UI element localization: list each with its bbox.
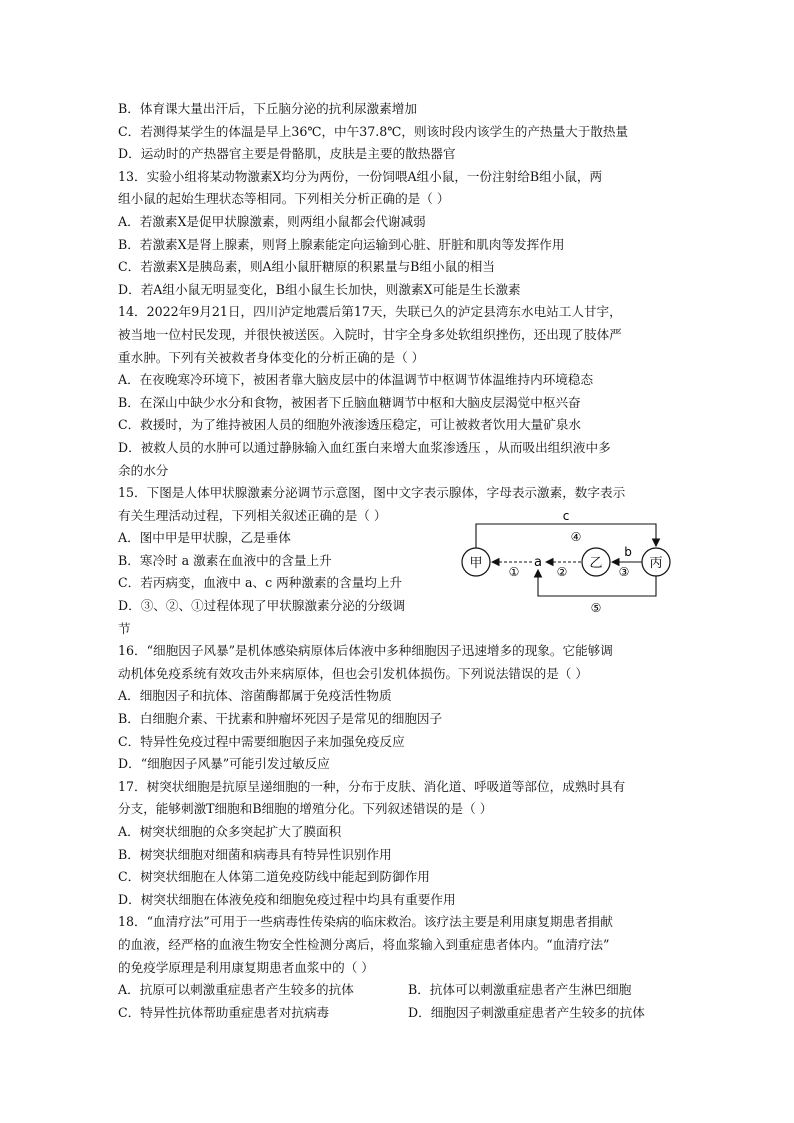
question-15-stem: 有关生理活动过程，下列相关叙述正确的是（ ） bbox=[118, 507, 387, 523]
option-a: A．抗原可以刺激重症患者产生较多的抗体 bbox=[118, 982, 354, 998]
question-14-stem: 被当地一位村民发现，并很快被送医。入院时，甘宇全身多处软组织挫伤，还出现了肢体严 bbox=[118, 326, 622, 342]
option-d: D．被救人员的水肿可以通过静脉输入血红蛋白来增大血浆渗透压 ，从而吸出组织液中多 bbox=[118, 439, 611, 455]
question-14-stem: 14．2022年9月21日，四川泸定地震后第17天，失联已久的泸定县湾东水电站工人甘宇， bbox=[118, 304, 622, 320]
options-row bbox=[118, 979, 678, 1002]
option-c: C．救援时，为了维持被困人员的细胞外液渗透压稳定，可让被救者饮用大量矿泉水 bbox=[118, 417, 582, 433]
label-step-3: ③ bbox=[618, 565, 630, 579]
option-a: A．细胞因子和抗体、溶菌酶都属于免疫活性物质 bbox=[118, 688, 392, 704]
option-a: A．树突状细胞的众多突起扩大了膜面积 bbox=[118, 824, 342, 839]
option-a: A．图中甲是甲状腺，乙是垂体 bbox=[118, 530, 291, 546]
label-step-1: ① bbox=[508, 565, 520, 579]
option-a: A．若激素X是促甲状腺激素，则两组小鼠都会代谢减弱 bbox=[118, 213, 426, 229]
label-step-5: ⑤ bbox=[590, 601, 602, 615]
text-line: B．体育课大量出汗后，下丘脑分泌的抗利尿激素增加 bbox=[118, 101, 417, 116]
option-c: C．若激素X是胰岛素，则A组小鼠肝糖原的积累量与B组小鼠的相当 bbox=[118, 259, 495, 275]
option-b: B．树突状细胞对细菌和病毒具有特异性识别作用 bbox=[118, 846, 392, 862]
question-14-stem: 重水肿。下列有关被救者身体变化的分析正确的是（ ） bbox=[118, 349, 425, 365]
option-d: 余的水分 bbox=[118, 462, 169, 478]
label-a: a bbox=[534, 555, 542, 570]
option-d: D．“细胞因子风暴”可能引发过敏反应 bbox=[118, 756, 330, 772]
question-13-stem: 组小鼠的起始生理状态等相同。下列相关分析正确的是（ ） bbox=[118, 191, 450, 207]
option-b: B．抗体可以刺激重症患者产生淋巴细胞 bbox=[408, 982, 632, 998]
option-b: B．在深山中缺少水分和食物，被困者下丘脑血糖调节中枢和大脑皮层渴觉中枢兴奋 bbox=[118, 394, 581, 410]
option-b: B．白细胞介素、干扰素和肿瘤坏死因子是常见的细胞因子 bbox=[118, 711, 443, 727]
node-bing-label: 丙 bbox=[649, 556, 663, 571]
node-jia-label: 甲 bbox=[469, 556, 483, 571]
thyroid-regulation-diagram bbox=[458, 510, 690, 616]
label-step-4: ④ bbox=[570, 530, 582, 544]
option-d: D．细胞因子刺激重症患者产生较多的抗体 bbox=[408, 1004, 645, 1020]
question-13-stem: 13．实验小组将某动物激素X均分为两份，一份饲喂A组小鼠，一份注射给B组小鼠，两 bbox=[118, 168, 603, 184]
question-16-stem: 16．“细胞因子风暴”是机体感染病原体后体液中多种细胞因子迅速增多的现象。它能够调 bbox=[118, 643, 613, 659]
option-b: B．寒冷时 a 激素在血液中的含量上升 bbox=[118, 552, 332, 568]
label-b: b bbox=[624, 545, 632, 559]
text-line: C．若测得某学生的体温是早上36℃，中午37.8℃，则该时段内该学生的产热量大于散热量 bbox=[118, 123, 629, 139]
option-c: C．特异性抗体帮助重症患者对抗病毒 bbox=[118, 1004, 330, 1020]
label-c: c bbox=[562, 510, 570, 523]
option-c: C．树突状细胞在人体第二道免疫防线中能起到防御作用 bbox=[118, 869, 430, 885]
option-c: C．若丙病变，血液中 a、c 两种激素的含量均上升 bbox=[118, 575, 403, 591]
question-16-stem: 动机体免疫系统有效攻击外来病原体，但也会引发机体损伤。下列说法错误的是（ ） bbox=[118, 665, 588, 681]
question-18-stem: 18．“血清疗法”可用于一些病毒性传染病的临床救治。该疗法主要是利用康复期患者捐献 bbox=[118, 914, 613, 930]
question-15-stem: 15．下图是人体甲状腺激素分泌调节示意图，图中文字表示腺体，字母表示激素，数字表示 bbox=[118, 485, 626, 501]
option-d: D．树突状细胞在体液免疫和细胞免疫过程中均具有重要作用 bbox=[118, 891, 456, 907]
question-17-stem: 分支，能够刺激T细胞和B细胞的增殖分化。下列叙述错误的是（ ） bbox=[118, 801, 493, 817]
text-line: D．运动时的产热器官主要是骨骼肌，皮肤是主要的散热器官 bbox=[118, 146, 456, 162]
question-18-stem: 的免疫学原理是利用康复期患者血浆中的（ ） bbox=[118, 959, 374, 975]
options-row bbox=[118, 1002, 678, 1025]
option-d: 节 bbox=[118, 620, 131, 636]
label-step-2: ② bbox=[556, 565, 568, 579]
option-a: A．在夜晚寒冷环境下，被困者靠大脑皮层中的体温调节中枢调节体温维持内环境稳态 bbox=[118, 372, 594, 388]
node-yi-label: 乙 bbox=[589, 556, 603, 571]
option-b: B．若激素X是肾上腺素，则肾上腺素能定向运输到心脏、肝脏和肌肉等发挥作用 bbox=[118, 236, 565, 252]
option-d: D．若A组小鼠无明显变化，B组小鼠生长加快，则激素X可能是生长激素 bbox=[118, 281, 521, 297]
question-18-stem: 的血液，经严格的血液生物安全性检测分离后，将血浆输入到重症患者体内。“血清疗法” bbox=[118, 936, 610, 952]
option-c: C．特异性免疫过程中需要细胞因子来加强免疫反应 bbox=[118, 733, 405, 749]
option-d: D．③、②、①过程体现了甲状腺激素分泌的分级调 bbox=[118, 598, 406, 614]
question-17-stem: 17．树突状细胞是抗原呈递细胞的一种，分布于皮肤、消化道、呼吸道等部位，成熟时具有 bbox=[118, 778, 626, 794]
